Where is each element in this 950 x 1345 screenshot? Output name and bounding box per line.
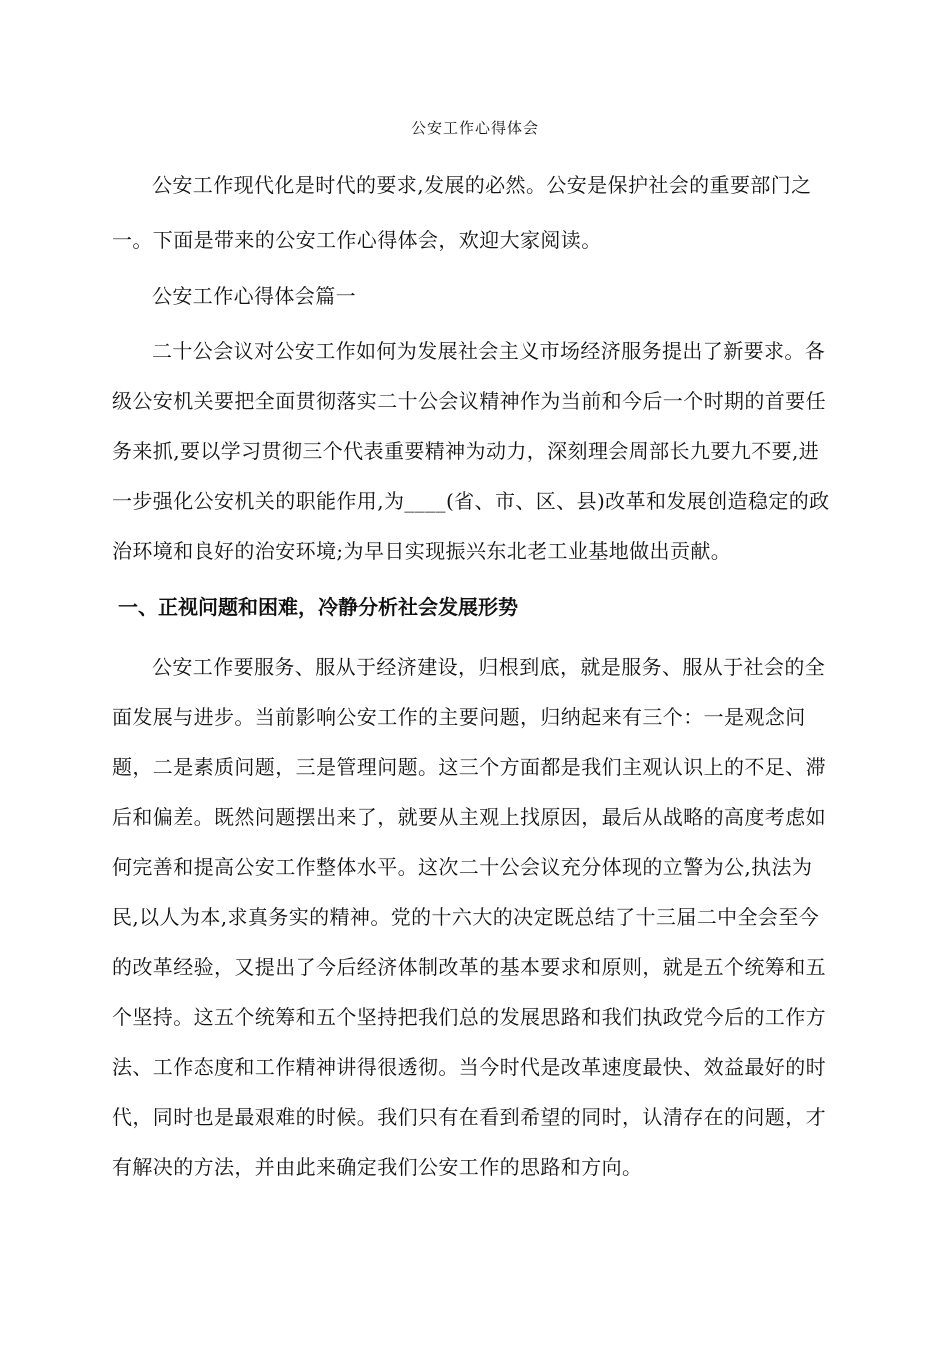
paragraph-line: 务来抓,要以学习贯彻三个代表重要精神为动力，深刻理会周部长九要九不要,进 [112, 439, 820, 463]
paragraph-line: 有解决的方法，并由此来确定我们公安工作的思路和方向。 [112, 1155, 643, 1179]
paragraph-line: 后和偏差。既然问题摆出来了，就要从主观上找原因，最后从战略的高度考虑如 [112, 805, 826, 829]
intro-line: 一。下面是带来的公安工作心得体会，欢迎大家阅读。 [112, 228, 602, 252]
intro-line: 公安工作现代化是时代的要求,发展的必然。公安是保护社会的重要部门之 [152, 173, 812, 197]
paragraph-line: 代，同时也是最艰难的时候。我们只有在看到希望的同时，认清存在的问题，才 [112, 1105, 826, 1129]
paragraph-line: 公安工作要服务、服从于经济建设，归根到底，就是服务、服从于社会的全 [152, 655, 826, 679]
section-title: 公安工作心得体会篇一 [152, 284, 356, 308]
paragraph-line: 题，二是素质问题，三是管理问题。这三个方面都是我们主观认识上的不足、滞 [112, 755, 826, 779]
paragraph-line: 治环境和良好的治安环境;为早日实现振兴东北老工业基地做出贡献。 [112, 539, 732, 563]
paragraph-line: 级公安机关要把全面贯彻落实二十公会议精神作为当前和今后一个时期的首要任 [112, 389, 826, 413]
paragraph-line: 民,以人为本,求真务实的精神。党的十六大的决定既总结了十三届二中全会至今 [112, 905, 820, 929]
paragraph-line: 法、工作态度和工作精神讲得很透彻。当今时代是改革速度最快、效益最好的时 [112, 1055, 826, 1079]
paragraph-line: 何完善和提高公安工作整体水平。这次二十公会议充分体现的立警为公,执法为 [112, 855, 813, 879]
paragraph-line: 的改革经验，又提出了今后经济体制改革的基本要求和原则，就是五个统筹和五 [112, 955, 826, 979]
section-heading: 一、正视问题和困难，冷静分析社会发展形势 [118, 595, 518, 619]
paragraph-line: 一步强化公安机关的职能作用,为____(省、市、区、县)改革和发展创造稳定的政 [112, 489, 830, 513]
paragraph-line: 面发展与进步。当前影响公安工作的主要问题，归纳起来有三个：一是观念问 [112, 705, 806, 729]
paragraph-line: 二十公会议对公安工作如何为发展社会主义市场经济服务提出了新要求。各 [152, 339, 826, 363]
paragraph-line: 个坚持。这五个统筹和五个坚持把我们总的发展思路和我们执政党今后的工作方 [112, 1005, 826, 1029]
document-title: 公安工作心得体会 [410, 119, 539, 137]
